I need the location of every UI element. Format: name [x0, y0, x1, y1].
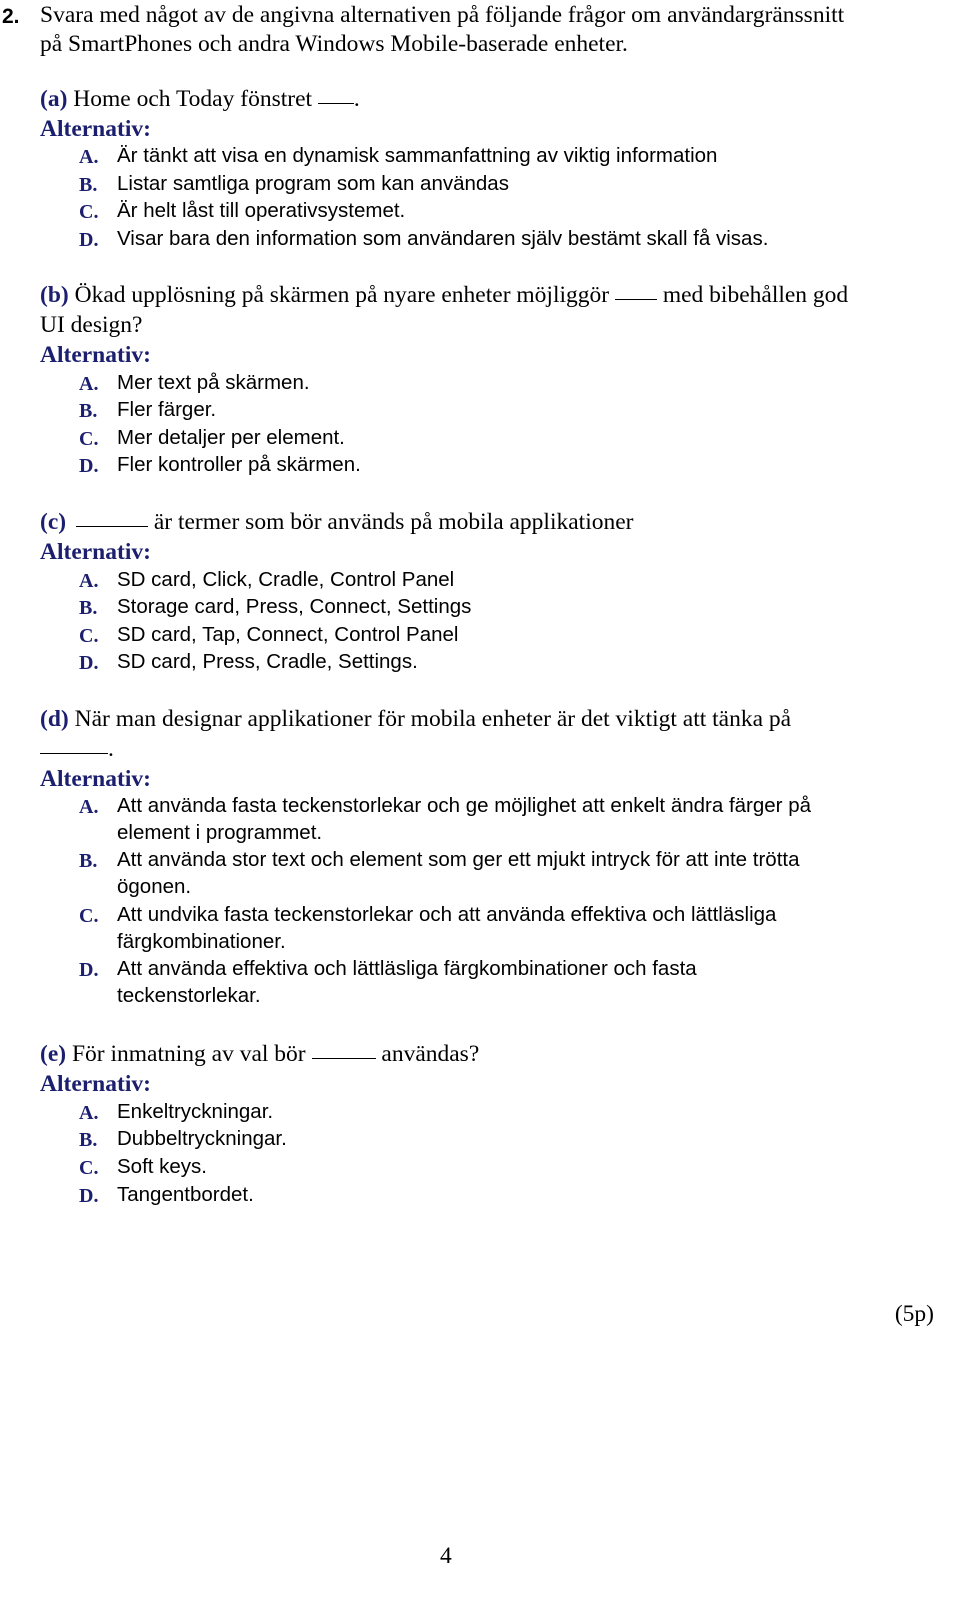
option-text: Är helt låst till operativsystemet.	[117, 199, 406, 222]
option-text: Soft keys.	[117, 1155, 208, 1178]
option-letter: C.	[79, 428, 99, 450]
option-text-cont: element i programmet.	[117, 821, 323, 844]
question-b-text: Ökad upplösning på skärmen på nyare enheter möjliggör	[74, 282, 610, 308]
option-text: Dubbeltryckningar.	[117, 1127, 287, 1150]
option-text: Att undvika fasta teckenstorlekar och att använda effektiva och lättläsliga	[117, 903, 777, 926]
alternatives-label: Alternativ:	[40, 342, 151, 368]
option-text: Fler färger.	[117, 398, 217, 421]
question-a-text-after: .	[353, 86, 360, 112]
question-c-prompt	[40, 511, 633, 535]
option-text-cont: ögonen.	[117, 875, 192, 898]
question-b-prompt	[40, 284, 848, 308]
points-label: (5p)	[894, 1301, 934, 1327]
option-letter: A.	[79, 146, 99, 168]
question-d-prompt	[40, 708, 791, 732]
option-letter: D.	[79, 959, 99, 981]
option-letter: C.	[79, 625, 99, 647]
question-b-text-after: med bibehållen god	[662, 282, 849, 308]
question-a-prompt	[40, 88, 360, 112]
alternatives-label: Alternativ:	[40, 116, 151, 142]
option-text: SD card, Tap, Connect, Control Panel	[117, 623, 459, 646]
option-letter: B.	[79, 597, 98, 619]
option-text-cont: färgkombinationer.	[117, 930, 286, 953]
option-text: Fler kontroller på skärmen.	[117, 453, 361, 476]
option-text: Enkeltryckningar.	[117, 1100, 274, 1123]
option-text: Att använda effektiva och lättläsliga färgkombinationer och fasta	[117, 957, 697, 980]
alternatives-label: Alternativ:	[40, 766, 151, 792]
question-d-line-2	[40, 738, 114, 762]
option-text: Storage card, Press, Connect, Settings	[117, 595, 472, 618]
question-c-text: är termer som bör används på mobila applikationer	[153, 509, 634, 535]
answer-blank	[318, 102, 354, 104]
question-e-prompt	[40, 1043, 479, 1067]
option-text: Mer detaljer per element.	[117, 426, 345, 449]
option-letter: A.	[79, 796, 99, 818]
option-letter: B.	[79, 1129, 98, 1151]
option-text: Tangentbordet.	[117, 1183, 254, 1206]
question-b-line-2: UI design?	[40, 312, 143, 338]
option-letter: A.	[79, 373, 99, 395]
option-letter: C.	[79, 201, 99, 223]
option-letter: B.	[79, 850, 98, 872]
question-e-label: (e)	[40, 1041, 67, 1067]
option-letter: C.	[79, 1157, 99, 1179]
answer-blank	[40, 752, 108, 754]
option-letter: C.	[79, 905, 99, 927]
question-d-text-after: .	[108, 736, 114, 762]
page-number: 4	[440, 1543, 452, 1569]
option-letter: D.	[79, 1185, 99, 1207]
option-letter: D.	[79, 652, 99, 674]
option-letter: A.	[79, 570, 99, 592]
option-text: SD card, Press, Cradle, Settings.	[117, 650, 418, 673]
option-text: Att använda stor text och element som ger ett mjukt intryck för att inte trötta	[117, 848, 800, 871]
question-b-label: (b)	[40, 282, 69, 308]
option-text-cont: teckenstorlekar.	[117, 984, 261, 1007]
question-number: 2.	[2, 5, 20, 28]
option-text: Listar samtliga program som kan användas	[117, 172, 509, 195]
option-letter: B.	[79, 400, 98, 422]
option-text: Att använda fasta teckenstorlekar och ge möjlighet att enkelt ändra färger på	[117, 794, 811, 817]
option-letter: B.	[79, 174, 98, 196]
question-a-label: (a)	[40, 86, 68, 112]
option-text: SD card, Click, Cradle, Control Panel	[117, 568, 455, 591]
option-letter: D.	[79, 455, 99, 477]
option-letter: A.	[79, 1102, 99, 1124]
option-text: Mer text på skärmen.	[117, 371, 310, 394]
question-d-label: (d)	[40, 706, 69, 732]
alternatives-label: Alternativ:	[40, 539, 151, 565]
question-a-text: Home och Today fönstret	[73, 86, 313, 112]
alternatives-label: Alternativ:	[40, 1071, 151, 1097]
answer-blank	[312, 1057, 376, 1059]
intro-line-2: på SmartPhones och andra Windows Mobile-baserade enheter.	[40, 31, 628, 57]
option-text: Är tänkt att visa en dynamisk sammanfattning av viktig information	[117, 144, 718, 167]
intro-line-1: Svara med något av de angivna alternativen på följande frågor om användargränssnitt	[40, 2, 845, 28]
answer-blank	[615, 298, 657, 300]
answer-blank	[76, 525, 148, 527]
question-d-text: När man designar applikationer för mobila enheter är det viktigt att tänka på	[74, 706, 792, 732]
option-text: Visar bara den information som användaren själv bestämt skall få visas.	[117, 227, 769, 250]
question-c-label: (c)	[40, 509, 67, 535]
question-e-text-after: användas?	[381, 1041, 480, 1067]
question-e-text: För inmatning av val bör	[71, 1041, 306, 1067]
option-letter: D.	[79, 229, 99, 251]
